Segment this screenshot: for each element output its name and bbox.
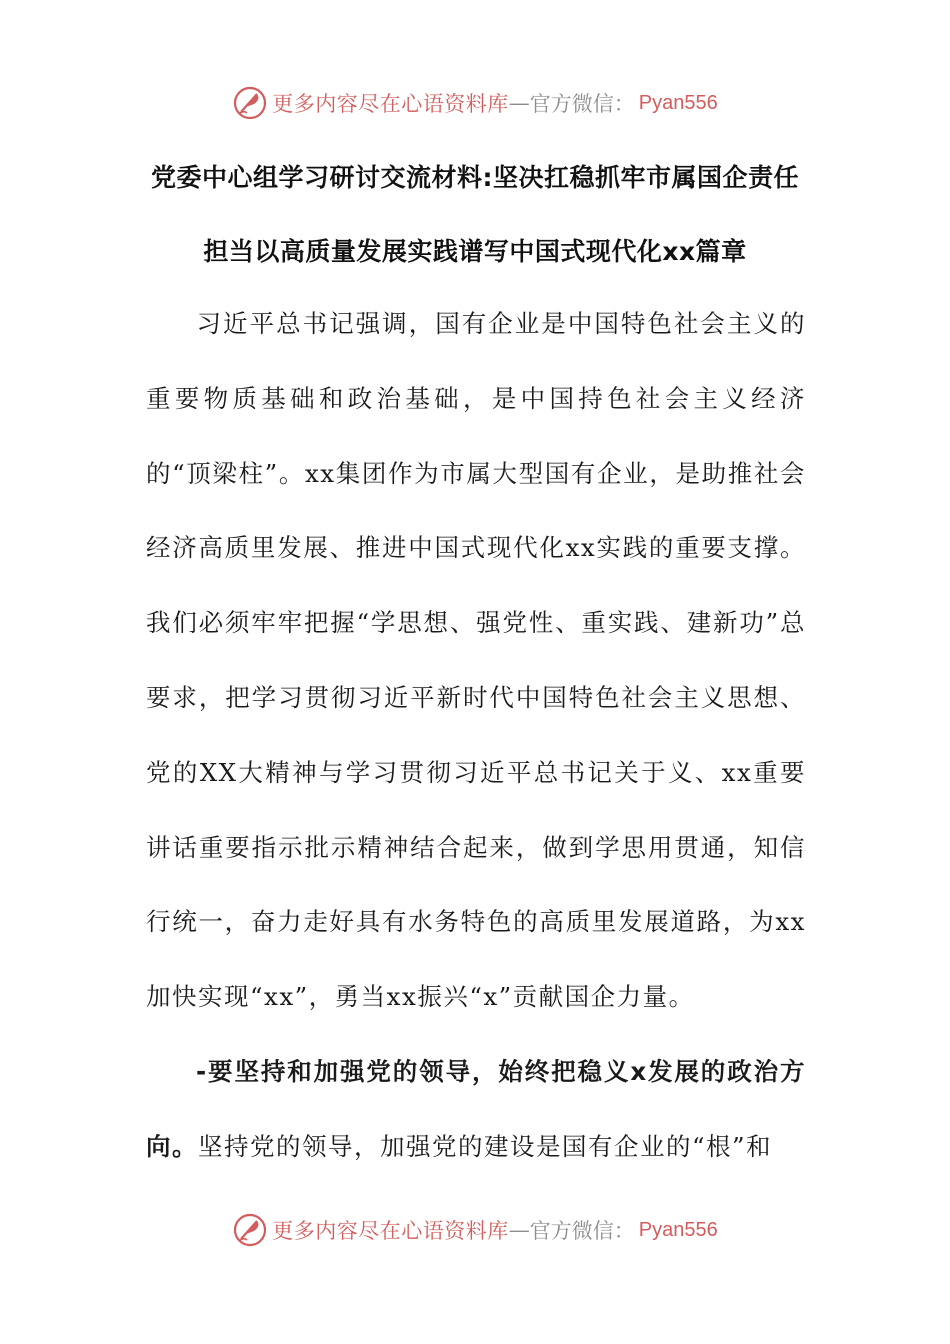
banner-site-name: 更多内容尽在心语资料库 (272, 92, 509, 116)
banner-wechat-id: Pyan556 (638, 91, 718, 114)
quill-logo-icon (232, 85, 268, 121)
footer-watermark-banner (0, 1210, 950, 1250)
document-title-line-2: 担当以高质量发展实践谱写中国式现代化xx篇章 (203, 237, 747, 266)
paragraph-1: 习近平总书记强调，国有企业是中国特色社会主义的重要物质基础和政治基础，是中国持色社会主义经济的“顶梁柱”。xx集团作为市属大型国有企业，是助推社会经济高质里发展、推进中国式现代化xx实践的重要支撑。我们必须牢牢把握“学思想、强党性、重实践、建新功”总要求，把学习贯彻习近平新时代中国特色社会主义思想、党的XX大精神与学习贯彻习近平总书记关于义、xx重要讲话重要指示批示精神结合起来，做到学思用贯通，知信行统一，奋力走好具有水务特色的高质里发展道路，为xx加快实现“xx”，勇当xx振兴“x”贡献国企力量。 (146, 309, 806, 1012)
header-watermark-banner (0, 83, 950, 123)
banner-wechat-label: 官方微信： (529, 92, 635, 116)
paragraph-2-text: 坚持党的领导，加强党的建设是国有企业的“根”和 (198, 1131, 773, 1161)
banner-wechat-id: Pyan556 (638, 1218, 718, 1241)
banner-wechat-label: 官方微信： (529, 1219, 635, 1243)
banner-dash: — (508, 1218, 530, 1242)
banner-dash: — (508, 91, 530, 115)
document-body (146, 287, 806, 1185)
quill-logo-icon (232, 1212, 268, 1248)
paragraph-2-heading: -要坚持和加强党的领导，始终把稳义x发展的政治方向。 (146, 1056, 806, 1161)
document-title-line-1: 党委中心组学习研讨交流材料:坚决扛稳抓牢市属国企责任 (151, 163, 799, 192)
banner-site-name: 更多内容尽在心语资料库 (272, 1219, 509, 1243)
